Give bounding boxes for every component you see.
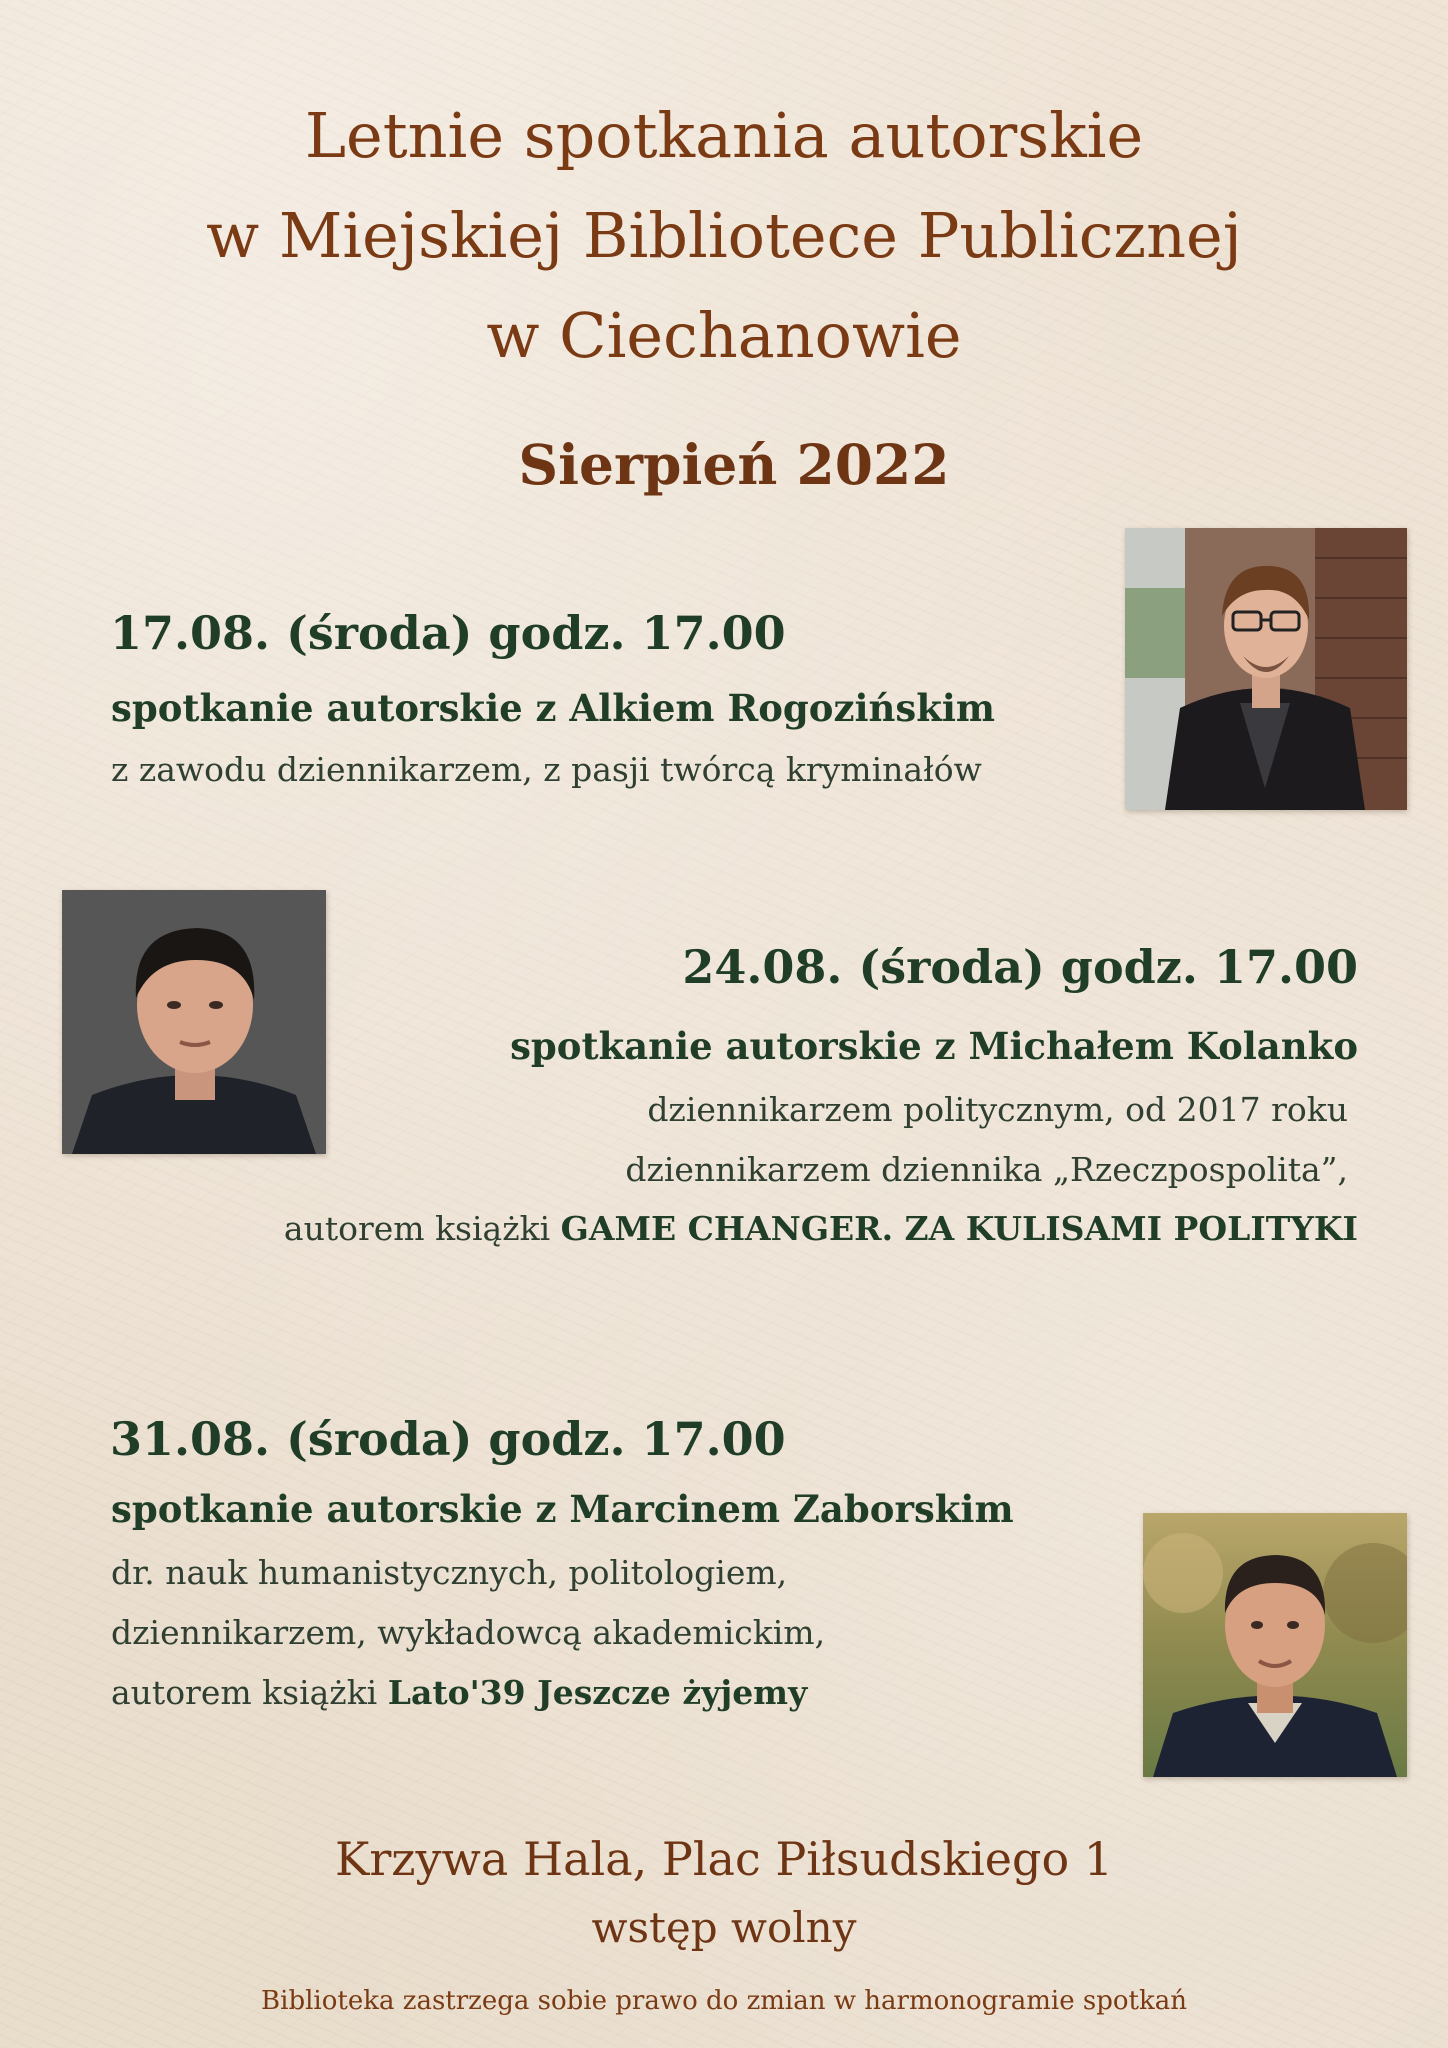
- event-3-book-prefix: autorem książki: [111, 1673, 388, 1712]
- event-2-book-title: GAME CHANGER. ZA KULISAMI POLITYKI: [560, 1209, 1358, 1248]
- author-photo-kolanko-image: [62, 890, 326, 1154]
- author-photo-zaborski: [1143, 1513, 1407, 1777]
- footer-disclaimer: Biblioteka zastrzega sobie prawo do zmian w harmonogramie spotkań: [261, 1986, 1187, 2016]
- author-photo-kolanko: [62, 890, 326, 1154]
- title-line-3: w Ciechanowie: [486, 299, 962, 372]
- event-3-description-1: dr. nauk humanistycznych, politologiem,: [111, 1553, 788, 1592]
- month-heading: Sierpień 2022: [518, 432, 950, 497]
- author-photo-rogozinski-image: [1125, 528, 1407, 810]
- event-3-book-title: Lato'39 Jeszcze żyjemy: [387, 1673, 808, 1712]
- footer-address: Krzywa Hala, Plac Piłsudskiego 1: [334, 1832, 1114, 1886]
- title-line-1: Letnie spotkania autorskie: [304, 99, 1144, 172]
- event-3-book-line: [111, 1663, 807, 1723]
- event-2-description-2: dziennikarzem dziennika „Rzeczpospolita”,: [625, 1150, 1348, 1189]
- event-1-subtitle: spotkanie autorskie z Alkiem Rogozińskim: [111, 686, 996, 730]
- event-3-subtitle: spotkanie autorskie z Marcinem Zaborskim: [111, 1487, 1014, 1531]
- event-3-date: 31.08. (środa) godz. 17.00: [110, 1412, 786, 1466]
- event-1-date: 17.08. (środa) godz. 17.00: [110, 606, 786, 660]
- event-1-description: z zawodu dziennikarzem, z pasji twórcą kryminałów: [111, 750, 982, 789]
- title-line-2: w Miejskiej Bibliotece Publicznej: [206, 199, 1242, 272]
- event-3-description-2: dziennikarzem, wykładowcą akademickim,: [111, 1613, 826, 1652]
- event-2-date: 24.08. (środa) godz. 17.00: [682, 940, 1358, 994]
- footer-entry: wstęp wolny: [591, 1903, 857, 1952]
- event-2-description-1: dziennikarzem politycznym, od 2017 roku: [647, 1090, 1348, 1129]
- poster-title: [0, 86, 1448, 386]
- author-photo-rogozinski: [1125, 528, 1407, 810]
- event-2-book-line: [284, 1199, 1358, 1259]
- author-photo-zaborski-image: [1143, 1513, 1407, 1777]
- event-2-subtitle: spotkanie autorskie z Michałem Kolanko: [510, 1024, 1358, 1068]
- event-2-book-prefix: autorem książki: [283, 1209, 561, 1248]
